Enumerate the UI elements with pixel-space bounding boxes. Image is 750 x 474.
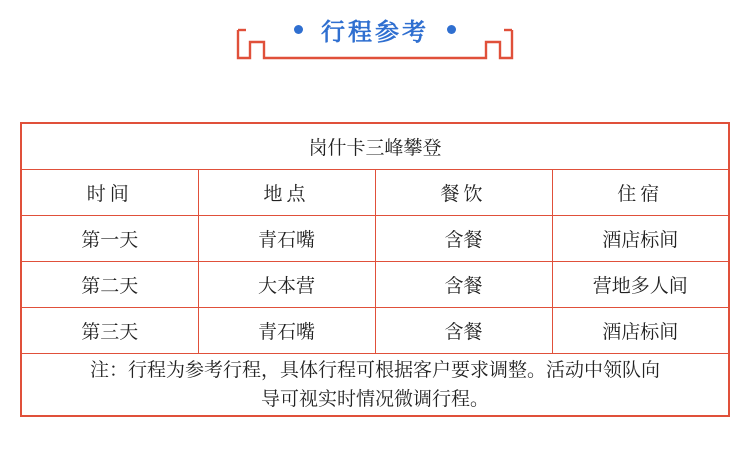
ornamental-frame-icon bbox=[230, 28, 520, 79]
page-title: 行程参考 bbox=[321, 18, 429, 46]
table-row bbox=[21, 262, 729, 308]
column-header-accommodation: 住宿 bbox=[552, 170, 729, 216]
itinerary-table-container bbox=[20, 122, 730, 417]
itinerary-table bbox=[20, 122, 730, 417]
note-line: 注：行程为参考行程，具体行程可根据客户要求调整。活动中领队向 bbox=[89, 359, 660, 381]
cell-day2-location: 大本营 bbox=[198, 262, 375, 308]
cell-day1-time: 第一天 bbox=[21, 216, 198, 262]
column-header-time: 时间 bbox=[21, 170, 198, 216]
cell-day3-meals: 含餐 bbox=[375, 308, 552, 354]
cell-day2-time: 第二天 bbox=[21, 262, 198, 308]
column-header-location: 地点 bbox=[198, 170, 375, 216]
note-line: 导可视实时情况微调行程。 bbox=[260, 387, 489, 410]
cell-day1-location: 青石嘴 bbox=[198, 216, 375, 262]
table-note-row bbox=[21, 354, 729, 417]
table-header-row bbox=[21, 170, 729, 216]
table-row bbox=[21, 308, 729, 354]
cell-day1-meals: 含餐 bbox=[375, 216, 552, 262]
header bbox=[0, 0, 750, 90]
cell-day2-accommodation: 营地多人间 bbox=[552, 262, 729, 308]
table-note bbox=[21, 354, 729, 417]
cell-day3-time: 第三天 bbox=[21, 308, 198, 354]
table-title: 岗什卡三峰攀登 bbox=[21, 123, 729, 170]
cell-day3-accommodation: 酒店标间 bbox=[552, 308, 729, 354]
cell-day1-accommodation: 酒店标间 bbox=[552, 216, 729, 262]
column-header-meals: 餐饮 bbox=[375, 170, 552, 216]
cell-day3-location: 青石嘴 bbox=[198, 308, 375, 354]
table-title-row bbox=[21, 123, 729, 170]
table-row bbox=[21, 216, 729, 262]
cell-day2-meals: 含餐 bbox=[375, 262, 552, 308]
